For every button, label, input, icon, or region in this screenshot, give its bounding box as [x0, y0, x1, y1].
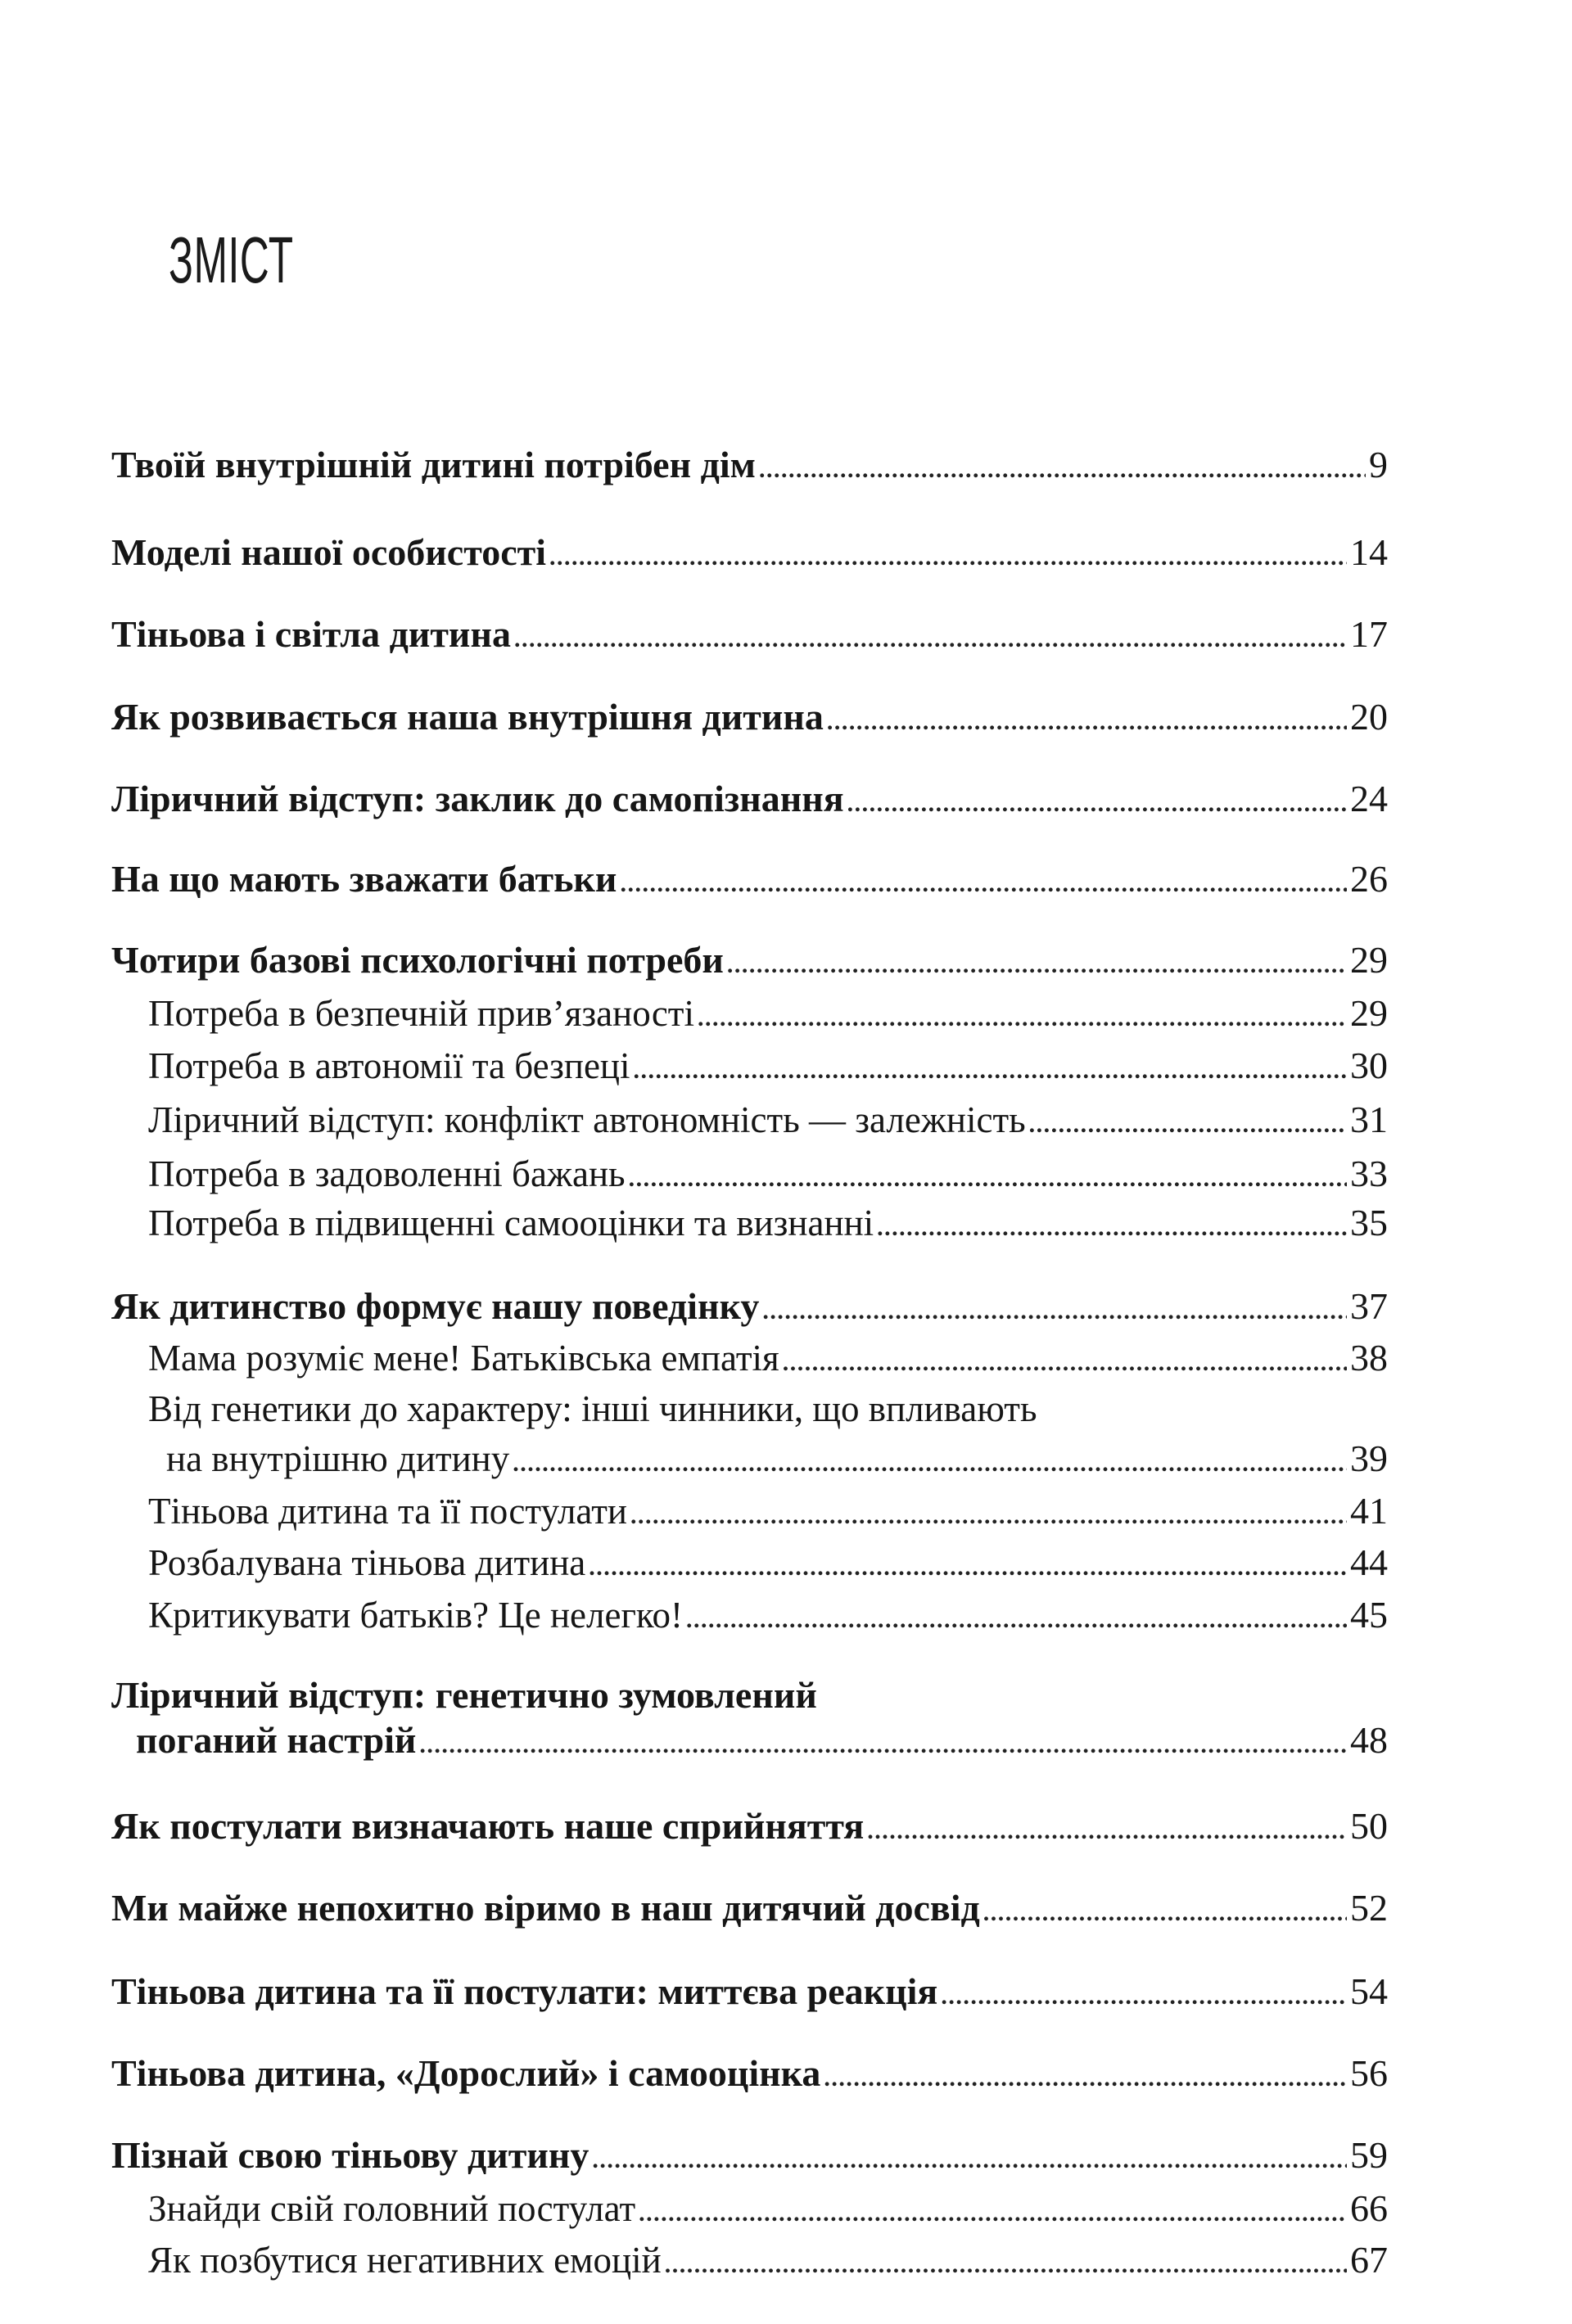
toc-entry-title: Потреба в задоволенні бажань [148, 1153, 626, 1194]
dot-leader [639, 2189, 1347, 2238]
toc-subentry-line2[interactable] [166, 1434, 1388, 1483]
toc-entry-title: Потреба в підвищенні самооцінки та визнанні [148, 1203, 874, 1243]
toc-entry-page: 26 [1350, 858, 1388, 900]
toc-subentry[interactable] [148, 1041, 1388, 1090]
toc-entry-title: Тіньова і світла дитина [111, 613, 511, 655]
toc-entry-line2[interactable] [136, 1716, 1388, 1765]
toc-entry[interactable] [111, 2049, 1388, 2098]
toc-entry-title: Ми майже непохитно віримо в наш дитячий досвід [111, 1887, 980, 1929]
toc-entry-title: Як постулати визначають наше сприйняття [111, 1805, 865, 1847]
toc-entry-page: 31 [1350, 1099, 1388, 1140]
toc-entry-title: Тіньова дитина та її постулати [148, 1491, 627, 1532]
dot-leader [589, 1543, 1347, 1592]
toc-entry[interactable] [111, 774, 1388, 824]
toc-entry-page: 39 [1350, 1437, 1388, 1479]
toc-entry[interactable] [111, 855, 1388, 904]
toc-entry-title-continued: поганий настрій [136, 1719, 417, 1761]
toc-entry-title: Ліричний відступ: заклик до самопізнання [111, 778, 844, 819]
dot-leader [419, 1721, 1347, 1770]
dot-leader [847, 779, 1347, 828]
toc-entry-page: 45 [1350, 1594, 1388, 1636]
toc-entry-page: 50 [1350, 1805, 1388, 1847]
toc-entry-line1[interactable] [111, 1671, 1388, 1720]
toc-entry-page: 30 [1350, 1045, 1388, 1086]
toc-entry[interactable] [111, 2131, 1388, 2180]
toc-entry-page: 29 [1350, 992, 1388, 1034]
dot-leader [759, 445, 1366, 494]
toc-entry-page: 41 [1350, 1490, 1388, 1532]
dot-leader [983, 1889, 1347, 1938]
dot-leader [630, 1491, 1347, 1541]
dot-leader [824, 2054, 1347, 2103]
dot-leader [1029, 1100, 1347, 1149]
dot-leader [629, 1154, 1347, 1203]
toc-entry-title: Потреба в автономії та безпеці [148, 1045, 630, 1086]
toc-entry-page: 24 [1350, 778, 1388, 819]
dot-leader [620, 860, 1347, 909]
dot-leader [549, 533, 1347, 582]
toc-entry-page: 52 [1350, 1887, 1388, 1929]
toc-entry-title: Як дитинство формує нашу поведінку [111, 1285, 760, 1327]
toc-entry-page: 48 [1350, 1719, 1388, 1761]
dot-leader [665, 2241, 1347, 2290]
toc-entry-page: 35 [1350, 1202, 1388, 1243]
toc-entry-title-continued: на внутрішню дитину [166, 1438, 510, 1479]
toc-entry-title: Критикувати батьків? Це нелегко! [148, 1595, 683, 1636]
dot-leader [514, 615, 1347, 664]
toc-subentry[interactable] [148, 1095, 1388, 1144]
dot-leader [686, 1595, 1347, 1645]
dot-leader [634, 1046, 1347, 1095]
toc-entry-title: Знайди свій головний постулат [148, 2188, 636, 2229]
toc-entry-page: 37 [1350, 1285, 1388, 1327]
toc-entry-title: Потреба в безпечній прив’язаності [148, 993, 694, 1034]
toc-entry-page: 14 [1350, 531, 1388, 573]
toc-entry-page: 44 [1350, 1541, 1388, 1583]
dot-leader [727, 941, 1347, 990]
toc-entry-page: 20 [1350, 696, 1388, 738]
toc-entry-title: Тіньова дитина, «Дорослий» і самооцінка [111, 2052, 821, 2094]
toc-entry-title: На що мають зважати батьки [111, 858, 617, 900]
toc-subentry[interactable] [148, 1198, 1388, 1248]
toc-subentry[interactable] [148, 1538, 1388, 1587]
toc-subentry[interactable] [148, 1333, 1388, 1383]
dot-leader [941, 1972, 1347, 2021]
toc-entry[interactable] [111, 1282, 1388, 1331]
toc-entry-title: Моделі нашої особистості [111, 531, 546, 573]
toc-entry-title: Тіньова дитина та її постулати: миттєва реакція [111, 1970, 938, 2012]
toc-entry-title: Мама розуміє мене! Батьківська емпатія [148, 1338, 779, 1379]
toc-entry-title: Як позбутися негативних емоцій [148, 2240, 662, 2281]
toc-subentry[interactable] [148, 1487, 1388, 1536]
dot-leader [827, 697, 1347, 747]
toc-entry-title: Як розвивається наша внутрішня дитина [111, 696, 824, 738]
toc-entry[interactable] [111, 610, 1388, 659]
toc-entry-title: Пізнай свою тіньову дитину [111, 2134, 590, 2176]
toc-entry[interactable] [111, 1967, 1388, 2016]
dot-leader [867, 1807, 1347, 1856]
toc-entry-title: Від генетики до характеру: інші чинники, що впливають [148, 1388, 1037, 1429]
toc-subentry[interactable] [148, 1149, 1388, 1198]
toc-entry[interactable] [111, 440, 1388, 490]
toc-entry[interactable] [111, 528, 1388, 577]
toc-entry[interactable] [111, 1802, 1388, 1851]
page-title: ЗМІСТ [169, 223, 294, 296]
toc-entry-page: 66 [1350, 2187, 1388, 2229]
dot-leader [513, 1439, 1347, 1488]
dot-leader [762, 1287, 1347, 1336]
toc-subentry-line1[interactable] [148, 1384, 1388, 1433]
toc-entry-page: 38 [1350, 1337, 1388, 1379]
dot-leader [698, 994, 1347, 1043]
toc-entry-title: Розбалувана тіньова дитина [148, 1542, 586, 1583]
toc-entry[interactable] [111, 936, 1388, 985]
toc-entry-title: Ліричний відступ: конфлікт автономність — залежність [148, 1099, 1026, 1140]
toc-entry-page: 29 [1350, 939, 1388, 981]
dot-leader [783, 1338, 1347, 1388]
toc-entry-page: 59 [1350, 2134, 1388, 2176]
toc-entry-title: Твоїй внутрішній дитині потрібен дім [111, 444, 756, 485]
toc-entry-title: Ліричний відступ: генетично зумовлений [111, 1674, 817, 1716]
dot-leader [877, 1203, 1347, 1252]
toc-subentry[interactable] [148, 989, 1388, 1038]
toc-subentry[interactable] [148, 2236, 1388, 2285]
toc-entry-page: 67 [1350, 2239, 1388, 2281]
toc-entry-page: 54 [1350, 1970, 1388, 2012]
toc-subentry[interactable] [148, 2184, 1388, 2233]
toc-entry-page: 56 [1350, 2052, 1388, 2094]
toc-entry-title: Чотири базові психологічні потреби [111, 939, 724, 981]
toc-subentry[interactable] [148, 1591, 1388, 1640]
toc-entry-page: 9 [1369, 444, 1388, 485]
toc-entry[interactable] [111, 693, 1388, 742]
toc-entry-page: 33 [1350, 1153, 1388, 1194]
dot-leader [592, 2136, 1347, 2185]
toc-entry-page: 17 [1350, 613, 1388, 655]
toc-entry[interactable] [111, 1884, 1388, 1933]
